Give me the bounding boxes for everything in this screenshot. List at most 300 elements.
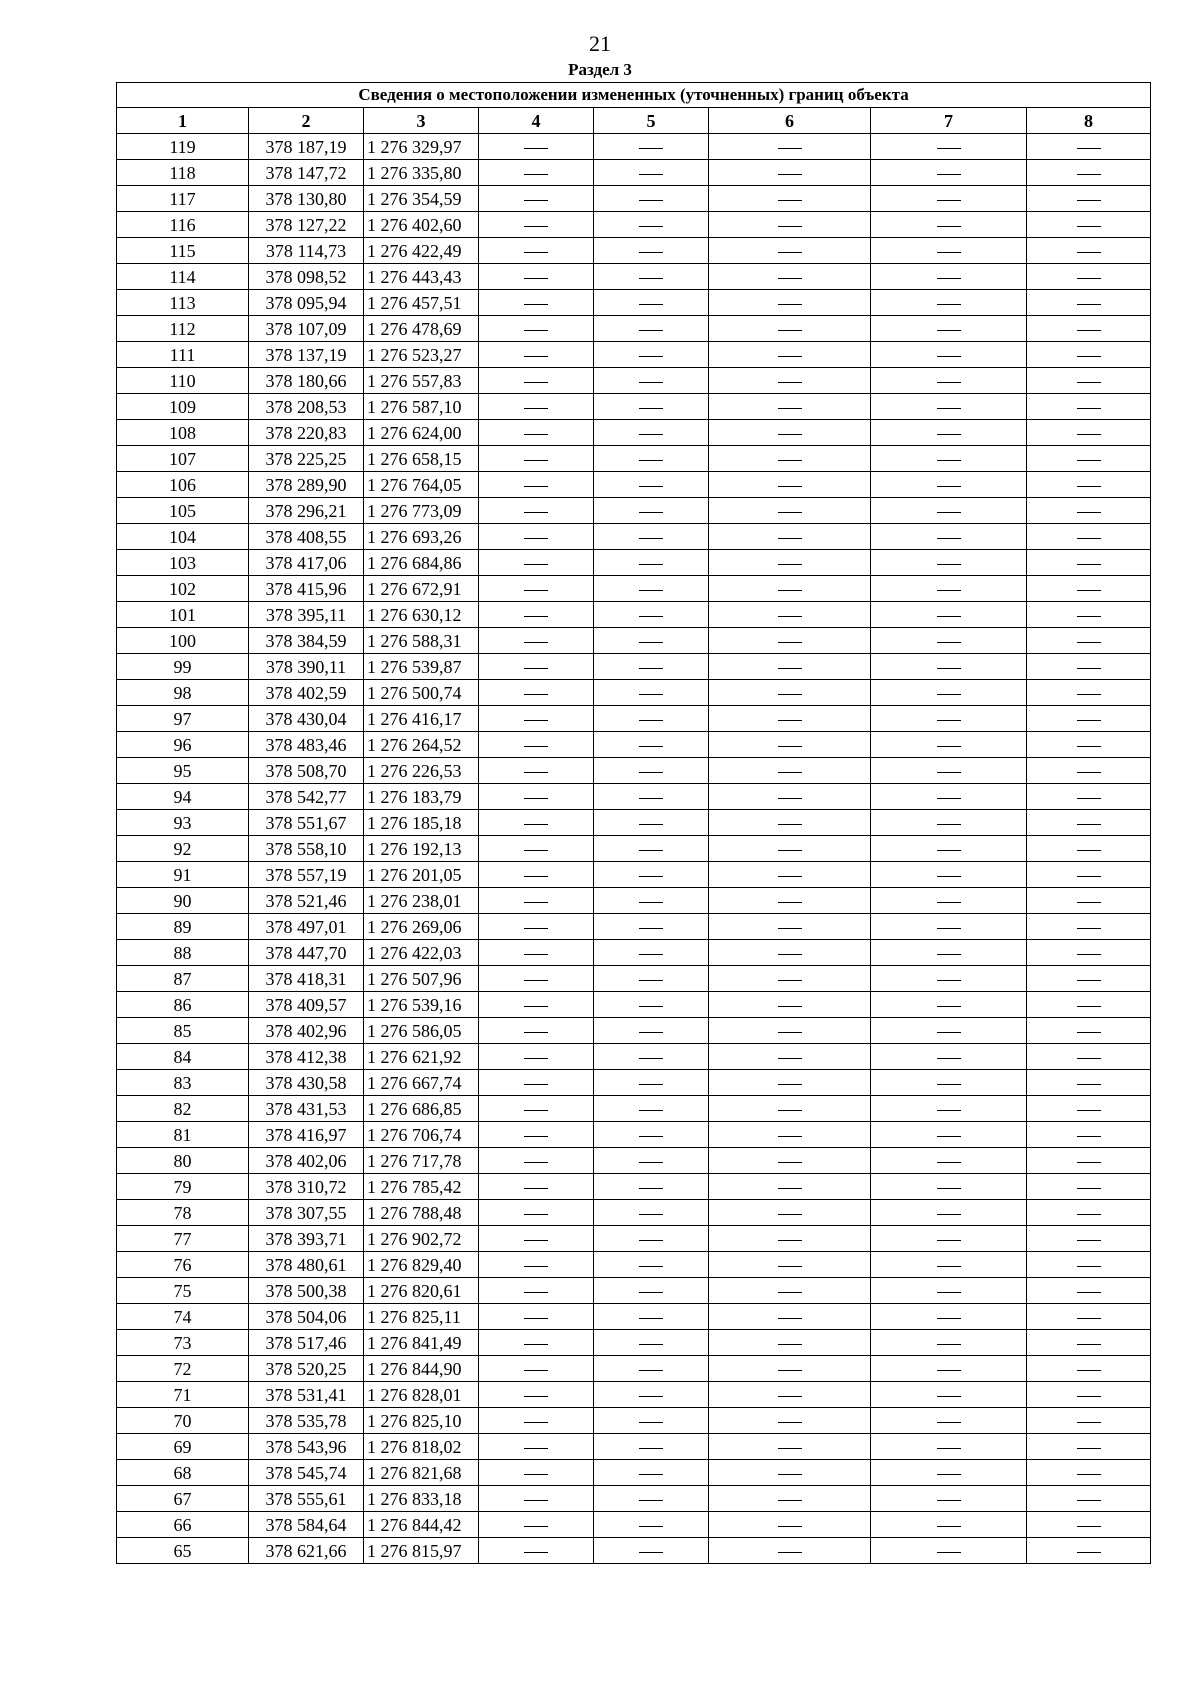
empty-value-cell	[1027, 1382, 1151, 1408]
empty-value-cell	[709, 914, 871, 940]
empty-value-cell	[594, 498, 709, 524]
coordinate-y-cell: 1 276 457,51	[364, 290, 479, 316]
empty-value-cell	[479, 628, 594, 654]
empty-value-cell	[871, 550, 1027, 576]
table-row	[117, 1252, 1151, 1278]
dash-mark	[639, 226, 663, 227]
empty-value-cell	[709, 758, 871, 784]
empty-value-cell	[871, 654, 1027, 680]
empty-value-cell	[594, 316, 709, 342]
empty-value-cell	[709, 550, 871, 576]
dash-mark	[937, 200, 961, 201]
point-number-cell: 86	[117, 992, 249, 1018]
coordinate-y-cell: 1 276 588,31	[364, 628, 479, 654]
coordinate-x-cell: 378 296,21	[249, 498, 364, 524]
empty-value-cell	[709, 1408, 871, 1434]
empty-value-cell	[1027, 1512, 1151, 1538]
table-row	[117, 368, 1151, 394]
empty-value-cell	[709, 888, 871, 914]
coordinate-x-cell: 378 480,61	[249, 1252, 364, 1278]
point-number-cell: 93	[117, 810, 249, 836]
empty-value-cell	[871, 576, 1027, 602]
column-header: 1	[117, 108, 249, 134]
dash-mark	[639, 538, 663, 539]
empty-value-cell	[1027, 1486, 1151, 1512]
empty-value-cell	[709, 1538, 871, 1564]
coordinate-y-cell: 1 276 820,61	[364, 1278, 479, 1304]
coordinate-x-cell: 378 558,10	[249, 836, 364, 862]
dash-mark	[778, 694, 802, 695]
empty-value-cell	[709, 810, 871, 836]
empty-value-cell	[479, 784, 594, 810]
dash-mark	[639, 1292, 663, 1293]
dash-mark	[639, 772, 663, 773]
empty-value-cell	[594, 1070, 709, 1096]
dash-mark	[524, 954, 548, 955]
empty-value-cell	[709, 290, 871, 316]
column-header-row	[117, 108, 1151, 134]
empty-value-cell	[871, 1226, 1027, 1252]
table-row	[117, 186, 1151, 212]
coordinate-y-cell: 1 276 902,72	[364, 1226, 479, 1252]
empty-value-cell	[871, 1018, 1027, 1044]
dash-mark	[1077, 824, 1101, 825]
dash-mark	[639, 408, 663, 409]
empty-value-cell	[479, 1200, 594, 1226]
dash-mark	[937, 512, 961, 513]
coordinate-x-cell: 378 412,38	[249, 1044, 364, 1070]
dash-mark	[937, 174, 961, 175]
dash-mark	[937, 668, 961, 669]
dash-mark	[937, 1162, 961, 1163]
empty-value-cell	[871, 1538, 1027, 1564]
dash-mark	[639, 642, 663, 643]
coordinate-y-cell: 1 276 539,16	[364, 992, 479, 1018]
table-caption: Сведения о местоположении измененных (уточненных) границ объекта	[117, 83, 1151, 108]
coordinate-x-cell: 378 095,94	[249, 290, 364, 316]
empty-value-cell	[479, 1304, 594, 1330]
point-number-cell: 102	[117, 576, 249, 602]
empty-value-cell	[1027, 1148, 1151, 1174]
dash-mark	[524, 1188, 548, 1189]
empty-value-cell	[1027, 1460, 1151, 1486]
dash-mark	[639, 1136, 663, 1137]
coordinate-y-cell: 1 276 557,83	[364, 368, 479, 394]
coordinate-y-cell: 1 276 523,27	[364, 342, 479, 368]
empty-value-cell	[871, 1512, 1027, 1538]
empty-value-cell	[871, 1486, 1027, 1512]
empty-value-cell	[594, 628, 709, 654]
empty-value-cell	[479, 1486, 594, 1512]
empty-value-cell	[871, 1434, 1027, 1460]
coordinate-y-cell: 1 276 416,17	[364, 706, 479, 732]
dash-mark	[937, 1032, 961, 1033]
empty-value-cell	[479, 1226, 594, 1252]
dash-mark	[524, 928, 548, 929]
dash-mark	[639, 1266, 663, 1267]
dash-mark	[1077, 1422, 1101, 1423]
table-row	[117, 134, 1151, 160]
empty-value-cell	[479, 732, 594, 758]
coordinate-x-cell: 378 390,11	[249, 654, 364, 680]
empty-value-cell	[594, 654, 709, 680]
point-number-cell: 75	[117, 1278, 249, 1304]
coordinate-y-cell: 1 276 264,52	[364, 732, 479, 758]
dash-mark	[1077, 772, 1101, 773]
empty-value-cell	[709, 1148, 871, 1174]
dash-mark	[778, 564, 802, 565]
dash-mark	[524, 200, 548, 201]
dash-mark	[524, 1214, 548, 1215]
empty-value-cell	[594, 524, 709, 550]
empty-value-cell	[479, 1044, 594, 1070]
empty-value-cell	[594, 420, 709, 446]
empty-value-cell	[871, 1174, 1027, 1200]
dash-mark	[778, 148, 802, 149]
table-row	[117, 758, 1151, 784]
dash-mark	[524, 1396, 548, 1397]
dash-mark	[1077, 1526, 1101, 1527]
dash-mark	[937, 1552, 961, 1553]
empty-value-cell	[479, 654, 594, 680]
empty-value-cell	[479, 264, 594, 290]
coordinate-y-cell: 1 276 764,05	[364, 472, 479, 498]
table-row	[117, 1044, 1151, 1070]
dash-mark	[524, 1422, 548, 1423]
empty-value-cell	[1027, 810, 1151, 836]
dash-mark	[937, 954, 961, 955]
coordinate-y-cell: 1 276 329,97	[364, 134, 479, 160]
empty-value-cell	[479, 1252, 594, 1278]
dash-mark	[778, 772, 802, 773]
dash-mark	[937, 1292, 961, 1293]
column-header: 7	[871, 108, 1027, 134]
dash-mark	[639, 1318, 663, 1319]
empty-value-cell	[479, 134, 594, 160]
table-row	[117, 212, 1151, 238]
dash-mark	[937, 356, 961, 357]
empty-value-cell	[479, 1122, 594, 1148]
dash-mark	[778, 512, 802, 513]
empty-value-cell	[594, 758, 709, 784]
dash-mark	[778, 200, 802, 201]
dash-mark	[778, 330, 802, 331]
dash-mark	[1077, 1474, 1101, 1475]
empty-value-cell	[1027, 940, 1151, 966]
empty-value-cell	[871, 1148, 1027, 1174]
point-number-cell: 101	[117, 602, 249, 628]
coordinate-y-cell: 1 276 269,06	[364, 914, 479, 940]
dash-mark	[937, 1006, 961, 1007]
empty-value-cell	[871, 1330, 1027, 1356]
coordinate-y-cell: 1 276 672,91	[364, 576, 479, 602]
dash-mark	[524, 1240, 548, 1241]
coordinate-y-cell: 1 276 706,74	[364, 1122, 479, 1148]
dash-mark	[524, 434, 548, 435]
coordinate-x-cell: 378 557,19	[249, 862, 364, 888]
empty-value-cell	[871, 1278, 1027, 1304]
empty-value-cell	[871, 836, 1027, 862]
coordinate-x-cell: 378 310,72	[249, 1174, 364, 1200]
empty-value-cell	[479, 316, 594, 342]
point-number-cell: 84	[117, 1044, 249, 1070]
table-row	[117, 1538, 1151, 1564]
dash-mark	[937, 746, 961, 747]
empty-value-cell	[871, 290, 1027, 316]
dash-mark	[1077, 1552, 1101, 1553]
dash-mark	[524, 772, 548, 773]
coordinate-y-cell: 1 276 773,09	[364, 498, 479, 524]
coordinate-x-cell: 378 130,80	[249, 186, 364, 212]
point-number-cell: 110	[117, 368, 249, 394]
empty-value-cell	[594, 1018, 709, 1044]
empty-value-cell	[479, 1538, 594, 1564]
dash-mark	[639, 1006, 663, 1007]
dash-mark	[524, 746, 548, 747]
dash-mark	[1077, 928, 1101, 929]
empty-value-cell	[479, 966, 594, 992]
column-header: 8	[1027, 108, 1151, 134]
empty-value-cell	[594, 472, 709, 498]
dash-mark	[524, 720, 548, 721]
empty-value-cell	[1027, 1252, 1151, 1278]
empty-value-cell	[709, 186, 871, 212]
empty-value-cell	[594, 1174, 709, 1200]
dash-mark	[524, 616, 548, 617]
dash-mark	[524, 460, 548, 461]
empty-value-cell	[709, 1486, 871, 1512]
dash-mark	[524, 486, 548, 487]
empty-value-cell	[709, 1512, 871, 1538]
empty-value-cell	[594, 732, 709, 758]
empty-value-cell	[871, 992, 1027, 1018]
point-number-cell: 116	[117, 212, 249, 238]
dash-mark	[639, 1526, 663, 1527]
empty-value-cell	[1027, 342, 1151, 368]
empty-value-cell	[709, 628, 871, 654]
dash-mark	[778, 668, 802, 669]
dash-mark	[1077, 694, 1101, 695]
empty-value-cell	[479, 888, 594, 914]
empty-value-cell	[1027, 1018, 1151, 1044]
empty-value-cell	[1027, 1278, 1151, 1304]
dash-mark	[1077, 1396, 1101, 1397]
coordinate-x-cell: 378 542,77	[249, 784, 364, 810]
column-header: 4	[479, 108, 594, 134]
empty-value-cell	[1027, 1226, 1151, 1252]
dash-mark	[639, 980, 663, 981]
coordinate-y-cell: 1 276 815,97	[364, 1538, 479, 1564]
dash-mark	[1077, 382, 1101, 383]
point-number-cell: 82	[117, 1096, 249, 1122]
coordinate-x-cell: 378 307,55	[249, 1200, 364, 1226]
empty-value-cell	[709, 966, 871, 992]
dash-mark	[1077, 746, 1101, 747]
empty-value-cell	[1027, 1408, 1151, 1434]
table-row	[117, 654, 1151, 680]
coordinate-x-cell: 378 147,72	[249, 160, 364, 186]
dash-mark	[937, 1526, 961, 1527]
dash-mark	[937, 720, 961, 721]
dash-mark	[1077, 1266, 1101, 1267]
point-number-cell: 95	[117, 758, 249, 784]
empty-value-cell	[479, 1278, 594, 1304]
coordinate-y-cell: 1 276 185,18	[364, 810, 479, 836]
coordinate-x-cell: 378 417,06	[249, 550, 364, 576]
empty-value-cell	[871, 1070, 1027, 1096]
coordinate-x-cell: 378 430,58	[249, 1070, 364, 1096]
dash-mark	[524, 1448, 548, 1449]
dash-mark	[639, 148, 663, 149]
dash-mark	[1077, 798, 1101, 799]
dash-mark	[639, 798, 663, 799]
dash-mark	[778, 1318, 802, 1319]
empty-value-cell	[594, 1460, 709, 1486]
coordinate-x-cell: 378 621,66	[249, 1538, 364, 1564]
point-number-cell: 100	[117, 628, 249, 654]
dash-mark	[1077, 512, 1101, 513]
empty-value-cell	[871, 264, 1027, 290]
dash-mark	[524, 330, 548, 331]
dash-mark	[524, 304, 548, 305]
dash-mark	[639, 1240, 663, 1241]
dash-mark	[778, 876, 802, 877]
table-row	[117, 862, 1151, 888]
empty-value-cell	[594, 1226, 709, 1252]
dash-mark	[639, 1474, 663, 1475]
dash-mark	[778, 1370, 802, 1371]
dash-mark	[524, 1318, 548, 1319]
dash-mark	[639, 1344, 663, 1345]
dash-mark	[639, 954, 663, 955]
empty-value-cell	[479, 1408, 594, 1434]
dash-mark	[639, 694, 663, 695]
empty-value-cell	[594, 1538, 709, 1564]
dash-mark	[639, 1084, 663, 1085]
dash-mark	[524, 564, 548, 565]
empty-value-cell	[709, 368, 871, 394]
dash-mark	[778, 1058, 802, 1059]
empty-value-cell	[594, 1044, 709, 1070]
empty-value-cell	[709, 1226, 871, 1252]
dash-mark	[1077, 1188, 1101, 1189]
dash-mark	[1077, 668, 1101, 669]
dash-mark	[524, 174, 548, 175]
empty-value-cell	[1027, 394, 1151, 420]
dash-mark	[524, 382, 548, 383]
coordinate-y-cell: 1 276 422,03	[364, 940, 479, 966]
empty-value-cell	[871, 602, 1027, 628]
empty-value-cell	[871, 862, 1027, 888]
table-row	[117, 784, 1151, 810]
dash-mark	[524, 668, 548, 669]
empty-value-cell	[594, 1122, 709, 1148]
dash-mark	[639, 616, 663, 617]
dash-mark	[937, 616, 961, 617]
empty-value-cell	[1027, 1330, 1151, 1356]
point-number-cell: 77	[117, 1226, 249, 1252]
empty-value-cell	[479, 238, 594, 264]
empty-value-cell	[871, 1356, 1027, 1382]
dash-mark	[1077, 486, 1101, 487]
dash-mark	[778, 460, 802, 461]
empty-value-cell	[594, 238, 709, 264]
dash-mark	[1077, 1292, 1101, 1293]
point-number-cell: 92	[117, 836, 249, 862]
point-number-cell: 81	[117, 1122, 249, 1148]
empty-value-cell	[709, 472, 871, 498]
coordinate-y-cell: 1 276 667,74	[364, 1070, 479, 1096]
dash-mark	[1077, 278, 1101, 279]
empty-value-cell	[871, 966, 1027, 992]
dash-mark	[778, 616, 802, 617]
empty-value-cell	[479, 1070, 594, 1096]
dash-mark	[778, 1292, 802, 1293]
empty-value-cell	[871, 1122, 1027, 1148]
point-number-cell: 83	[117, 1070, 249, 1096]
empty-value-cell	[709, 1330, 871, 1356]
dash-mark	[937, 590, 961, 591]
dash-mark	[524, 694, 548, 695]
dash-mark	[778, 174, 802, 175]
table-row	[117, 1512, 1151, 1538]
empty-value-cell	[871, 732, 1027, 758]
coordinate-x-cell: 378 517,46	[249, 1330, 364, 1356]
dash-mark	[639, 200, 663, 201]
point-number-cell: 109	[117, 394, 249, 420]
empty-value-cell	[479, 940, 594, 966]
dash-mark	[778, 642, 802, 643]
empty-value-cell	[871, 316, 1027, 342]
dash-mark	[778, 1188, 802, 1189]
coordinate-x-cell: 378 402,06	[249, 1148, 364, 1174]
empty-value-cell	[1027, 732, 1151, 758]
empty-value-cell	[709, 1252, 871, 1278]
empty-value-cell	[709, 160, 871, 186]
empty-value-cell	[871, 1044, 1027, 1070]
dash-mark	[524, 1370, 548, 1371]
empty-value-cell	[594, 550, 709, 576]
empty-value-cell	[1027, 914, 1151, 940]
empty-value-cell	[871, 1252, 1027, 1278]
empty-value-cell	[479, 602, 594, 628]
coordinate-y-cell: 1 276 818,02	[364, 1434, 479, 1460]
empty-value-cell	[594, 1200, 709, 1226]
dash-mark	[937, 902, 961, 903]
table-row	[117, 1382, 1151, 1408]
coordinate-y-cell: 1 276 825,11	[364, 1304, 479, 1330]
dash-mark	[937, 642, 961, 643]
empty-value-cell	[1027, 446, 1151, 472]
empty-value-cell	[479, 1460, 594, 1486]
dash-mark	[639, 1162, 663, 1163]
dash-mark	[524, 226, 548, 227]
coordinate-x-cell: 378 127,22	[249, 212, 364, 238]
coordinate-y-cell: 1 276 821,68	[364, 1460, 479, 1486]
empty-value-cell	[479, 758, 594, 784]
empty-value-cell	[594, 212, 709, 238]
dash-mark	[524, 1136, 548, 1137]
dash-mark	[778, 408, 802, 409]
table-row	[117, 1434, 1151, 1460]
point-number-cell: 71	[117, 1382, 249, 1408]
table-row	[117, 160, 1151, 186]
dash-mark	[1077, 200, 1101, 201]
dash-mark	[639, 1422, 663, 1423]
empty-value-cell	[594, 1434, 709, 1460]
point-number-cell: 91	[117, 862, 249, 888]
table-row	[117, 290, 1151, 316]
